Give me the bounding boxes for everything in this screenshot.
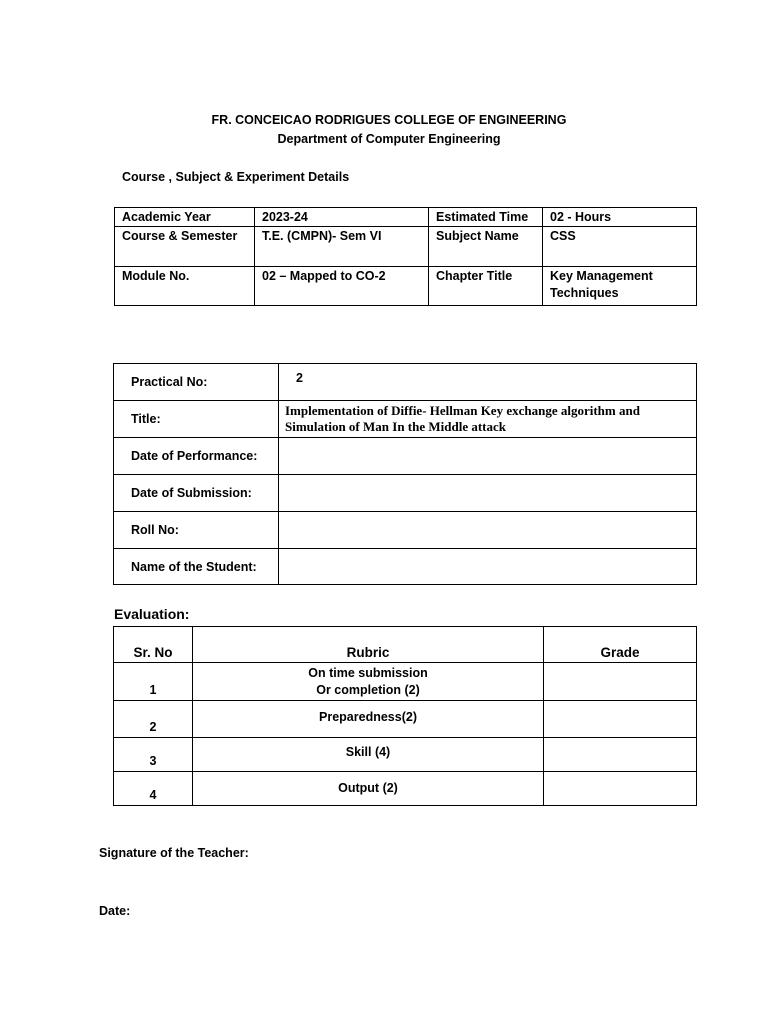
- table-row: [114, 438, 697, 475]
- date-of-submission-field[interactable]: [279, 475, 697, 512]
- grade-header: Grade: [544, 627, 697, 663]
- module-no-value: 02 – Mapped to CO-2: [255, 267, 429, 306]
- evaluation-table: [113, 626, 697, 806]
- table-row: [114, 364, 697, 401]
- rubric-line: Or completion (2): [316, 683, 420, 697]
- table-row: [114, 701, 697, 738]
- table-row: [114, 512, 697, 549]
- rubric-cell: Skill (4): [193, 738, 544, 772]
- table-row: [114, 772, 697, 806]
- table-row: [114, 627, 697, 663]
- sr-no-cell: 4: [114, 772, 193, 806]
- rubric-cell: Preparedness(2): [193, 701, 544, 738]
- academic-year-value: 2023-24: [255, 208, 429, 227]
- table-row: [114, 475, 697, 512]
- chapter-title-label: Chapter Title: [429, 267, 543, 306]
- table-row: [115, 267, 697, 306]
- table-row: [114, 738, 697, 772]
- date-of-performance-field[interactable]: [279, 438, 697, 475]
- date-label: Date:: [99, 904, 131, 918]
- table-row: [114, 663, 697, 701]
- roll-no-field[interactable]: [279, 512, 697, 549]
- estimated-time-label: Estimated Time: [429, 208, 543, 227]
- grade-cell[interactable]: [544, 772, 697, 806]
- academic-year-label: Academic Year: [115, 208, 255, 227]
- subject-name-label: Subject Name: [429, 227, 543, 267]
- table-row: [114, 401, 697, 438]
- department-name: Department of Computer Engineering: [277, 132, 501, 146]
- sr-no-header: Sr. No: [114, 627, 193, 663]
- rubric-header: Rubric: [193, 627, 544, 663]
- table-row: [115, 227, 697, 267]
- college-name: FR. CONCEICAO RODRIGUES COLLEGE OF ENGINEERING: [211, 113, 567, 127]
- teacher-signature-label: Signature of the Teacher:: [99, 846, 249, 860]
- date-of-performance-label: Date of Performance:: [114, 438, 279, 475]
- course-semester-value: T.E. (CMPN)- Sem VI: [255, 227, 429, 267]
- rubric-cell: [193, 663, 544, 701]
- subject-name-value: CSS: [543, 227, 697, 267]
- title-value: Implementation of Diffie- Hellman Key exchange algorithm and Simulation of Man In the Middle attack: [279, 401, 697, 438]
- rubric-line: On time submission: [308, 666, 428, 680]
- grade-cell[interactable]: [544, 663, 697, 701]
- module-no-label: Module No.: [115, 267, 255, 306]
- estimated-time-value: 02 - Hours: [543, 208, 697, 227]
- grade-cell[interactable]: [544, 701, 697, 738]
- roll-no-label: Roll No:: [114, 512, 279, 549]
- date-of-submission-label: Date of Submission:: [114, 475, 279, 512]
- course-semester-label: Course & Semester: [115, 227, 255, 267]
- chapter-title-value: Key Management Techniques: [543, 267, 697, 306]
- evaluation-title: Evaluation:: [114, 606, 190, 622]
- student-name-label: Name of the Student:: [114, 549, 279, 585]
- title-label: Title:: [114, 401, 279, 438]
- table-row: [114, 549, 697, 585]
- course-details-table: [114, 207, 697, 306]
- sr-no-cell: 1: [114, 663, 193, 701]
- practical-details-table: [113, 363, 697, 585]
- table-row: [115, 208, 697, 227]
- rubric-cell: Output (2): [193, 772, 544, 806]
- sr-no-cell: 2: [114, 701, 193, 738]
- sr-no-cell: 3: [114, 738, 193, 772]
- student-name-field[interactable]: [279, 549, 697, 585]
- course-section-title: Course , Subject & Experiment Details: [122, 170, 350, 184]
- grade-cell[interactable]: [544, 738, 697, 772]
- practical-no-label: Practical No:: [114, 364, 279, 401]
- practical-no-value: 2: [279, 364, 697, 401]
